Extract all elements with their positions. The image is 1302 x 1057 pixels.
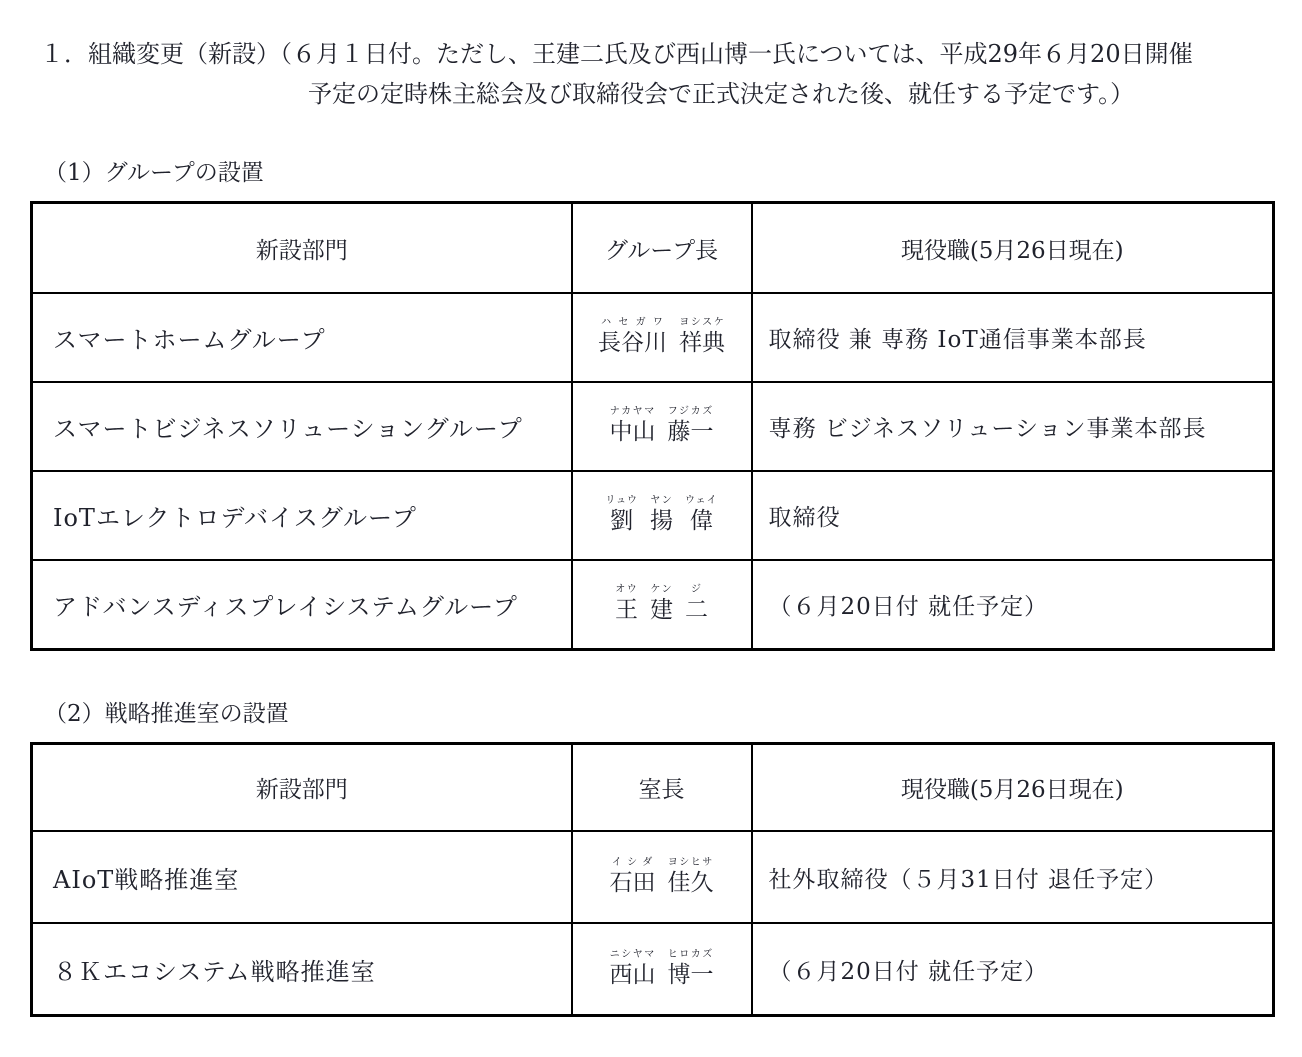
leader-name-cell [572, 382, 752, 471]
table-header [32, 744, 1274, 832]
person-name-with-furigana: 中山ナカヤマ [609, 406, 656, 445]
column-header-department: 新設部門 [32, 744, 572, 832]
document-page [0, 34, 1302, 1039]
department-cell: スマートホームグループ [32, 293, 572, 382]
person-name-with-furigana: 西山ニシヤマ [609, 948, 656, 988]
document-heading [40, 34, 1282, 114]
person-name-with-furigana: 建ケン [650, 584, 673, 623]
person-name-with-furigana: 揚ヤン [650, 495, 674, 534]
table-row [32, 293, 1274, 382]
leader-name-cell [572, 471, 752, 560]
current-position-cell: 専務 ビジネスソリューション事業本部長 [752, 382, 1274, 471]
department-cell: アドバンスディスプレイシステムグループ [32, 560, 572, 650]
person-name-with-furigana: 佳久ヨシヒサ [667, 856, 714, 896]
person-name-with-furigana: 石田イシダ [609, 856, 656, 896]
current-position-cell: 取締役 [752, 471, 1274, 560]
table-header [32, 203, 1274, 294]
table-row [32, 382, 1274, 471]
bottom-margin [0, 1017, 1302, 1057]
leader-name-cell [572, 923, 752, 1016]
heading-line-2: 予定の定時株主総会及び取締役会で正式決定された後、就任する予定です。） [308, 80, 1135, 108]
table-row [32, 923, 1274, 1016]
group-setup-table [30, 201, 1275, 651]
person-name-with-furigana: 王オウ [615, 584, 638, 623]
department-cell: AIoT戦略推進室 [32, 831, 572, 923]
leader-name-cell [572, 831, 752, 923]
strategy-office-table [30, 742, 1275, 1017]
table-row [32, 471, 1274, 560]
header-row [32, 203, 1274, 294]
person-name-with-furigana: 藤一フジカズ [667, 406, 714, 445]
department-cell: スマートビジネスソリューショングループ [32, 382, 572, 471]
table-body [32, 293, 1274, 650]
leader-name-cell [572, 293, 752, 382]
column-header-group-leader: グループ長 [572, 203, 752, 294]
current-position-cell: 社外取締役（５月31日付 退任予定） [752, 831, 1274, 923]
table-row [32, 831, 1274, 923]
current-position-cell: 取締役 兼 専務 IoT通信事業本部長 [752, 293, 1274, 382]
person-name-with-furigana: 長谷川ハセガワ [598, 317, 667, 356]
person-name-with-furigana: 劉リュウ [605, 495, 639, 534]
section2-title: （2）戦略推進室の設置 [44, 701, 289, 727]
leader-name-cell [572, 560, 752, 650]
department-cell: IoTエレクトロデバイスグループ [32, 471, 572, 560]
table-row [32, 560, 1274, 650]
heading-line-1: １．組織変更（新設）（６月１日付。ただし、王建二氏及び西山博一氏については、平成29年６月20日開催 [40, 40, 1193, 68]
person-name-with-furigana: 祥典ヨシスケ [679, 317, 725, 356]
person-name-with-furigana: 偉ウェイ [685, 495, 718, 534]
table-body [32, 831, 1274, 1016]
current-position-cell: （６月20日付 就任予定） [752, 560, 1274, 650]
person-name-with-furigana: 二ジ [685, 584, 708, 623]
department-cell: ８Ｋエコシステム戦略推進室 [32, 923, 572, 1016]
column-header-current-position: 現役職(5月26日現在) [752, 203, 1274, 294]
column-header-current-position: 現役職(5月26日現在) [752, 744, 1274, 832]
section1-title: （1）グループの設置 [44, 160, 264, 186]
column-header-office-chief: 室長 [572, 744, 752, 832]
current-position-cell: （６月20日付 就任予定） [752, 923, 1274, 1016]
header-row [32, 744, 1274, 832]
person-name-with-furigana: 博一ヒロカズ [667, 948, 714, 988]
column-header-department: 新設部門 [32, 203, 572, 294]
